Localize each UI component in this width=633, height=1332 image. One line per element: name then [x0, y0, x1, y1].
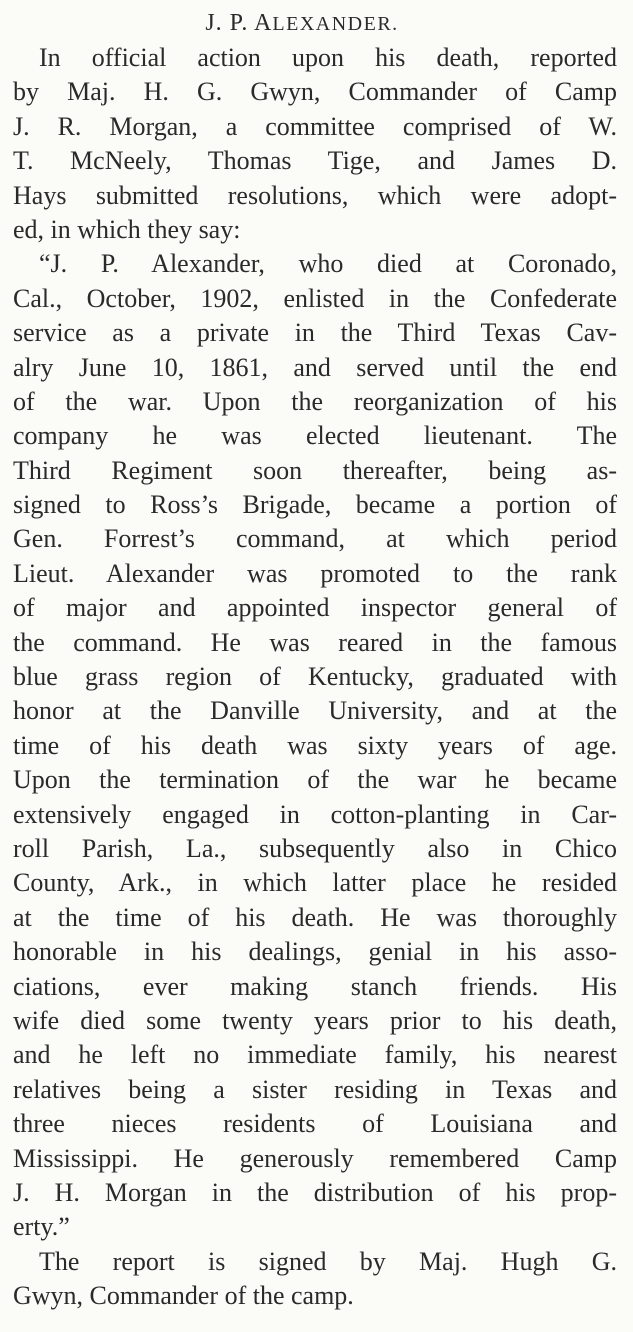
text-line: Upon the termination of the war he became — [13, 765, 617, 795]
paragraph — [13, 1245, 617, 1314]
text-line: of the war. Upon the reorganization of his — [13, 386, 617, 416]
text-line: ciations, ever making stanch friends. His — [13, 971, 617, 1001]
text-line: Lieut. Alexander was promoted to the rank — [13, 558, 617, 588]
text-line: alry June 10, 1861, and served until the end — [13, 352, 617, 382]
text-line: J. H. Morgan in the distribution of his prop- — [13, 1177, 617, 1207]
text-line: relatives being a sister residing in Texas and — [13, 1074, 617, 1104]
article-body — [13, 41, 617, 1313]
text-line: signed to Ross’s Brigade, became a portion of — [13, 490, 617, 520]
text-line: Third Regiment soon thereafter, being as- — [13, 455, 617, 485]
text-line: honor at the Danville University, and at the — [13, 696, 617, 726]
text-line: roll Parish, La., subsequently also in Chico — [13, 833, 617, 863]
text-line: three nieces residents of Louisiana and — [13, 1109, 617, 1139]
title-rest: LEXANDER. — [272, 13, 399, 35]
text-line: “J. P. Alexander, who died at Coronado, — [39, 249, 617, 279]
text-line: honorable in his dealings, genial in his asso- — [13, 937, 617, 967]
text-line: T. McNeely, Thomas Tige, and James D. — [13, 146, 617, 176]
text-line: of major and appointed inspector general of — [13, 593, 617, 623]
text-line: erty.” — [13, 1212, 70, 1242]
title-initials: J. P. A — [205, 10, 273, 36]
text-line: Gen. Forrest’s command, at which period — [13, 524, 617, 554]
text-line: blue grass region of Kentucky, graduated with — [13, 662, 617, 692]
text-line: Mississippi. He generously remembered Camp — [13, 1143, 617, 1173]
article — [13, 6, 617, 1313]
text-line: Cal., October, 1902, enlisted in the Confederate — [13, 283, 617, 313]
text-line: The report is signed by Maj. Hugh G. — [39, 1246, 617, 1276]
text-line: In official action upon his death, reported — [39, 43, 617, 72]
text-line: J. R. Morgan, a committee comprised of W. — [13, 111, 617, 141]
paragraph — [13, 41, 617, 247]
text-line: Hays submitted resolutions, which were adopt- — [13, 180, 617, 210]
article-title — [0, 6, 617, 41]
text-line: and he left no immediate family, his nearest — [13, 1040, 617, 1070]
text-line: ed, in which they say: — [13, 214, 241, 244]
text-line: extensively engaged in cotton-planting in Car- — [13, 799, 617, 829]
text-line: by Maj. H. G. Gwyn, Commander of Camp — [13, 77, 617, 107]
text-line: service as a private in the Third Texas Cav- — [13, 318, 617, 348]
text-line: time of his death was sixty years of age. — [13, 730, 617, 760]
paragraph — [13, 247, 617, 1244]
text-line: the command. He was reared in the famous — [13, 627, 617, 657]
text-line: at the time of his death. He was thoroughly — [13, 902, 617, 932]
text-line: County, Ark., in which latter place he resided — [13, 868, 617, 898]
text-line: wife died some twenty years prior to his death, — [13, 1005, 617, 1035]
text-line: Gwyn, Commander of the camp. — [13, 1281, 354, 1311]
text-line: company he was elected lieutenant. The — [13, 421, 617, 451]
